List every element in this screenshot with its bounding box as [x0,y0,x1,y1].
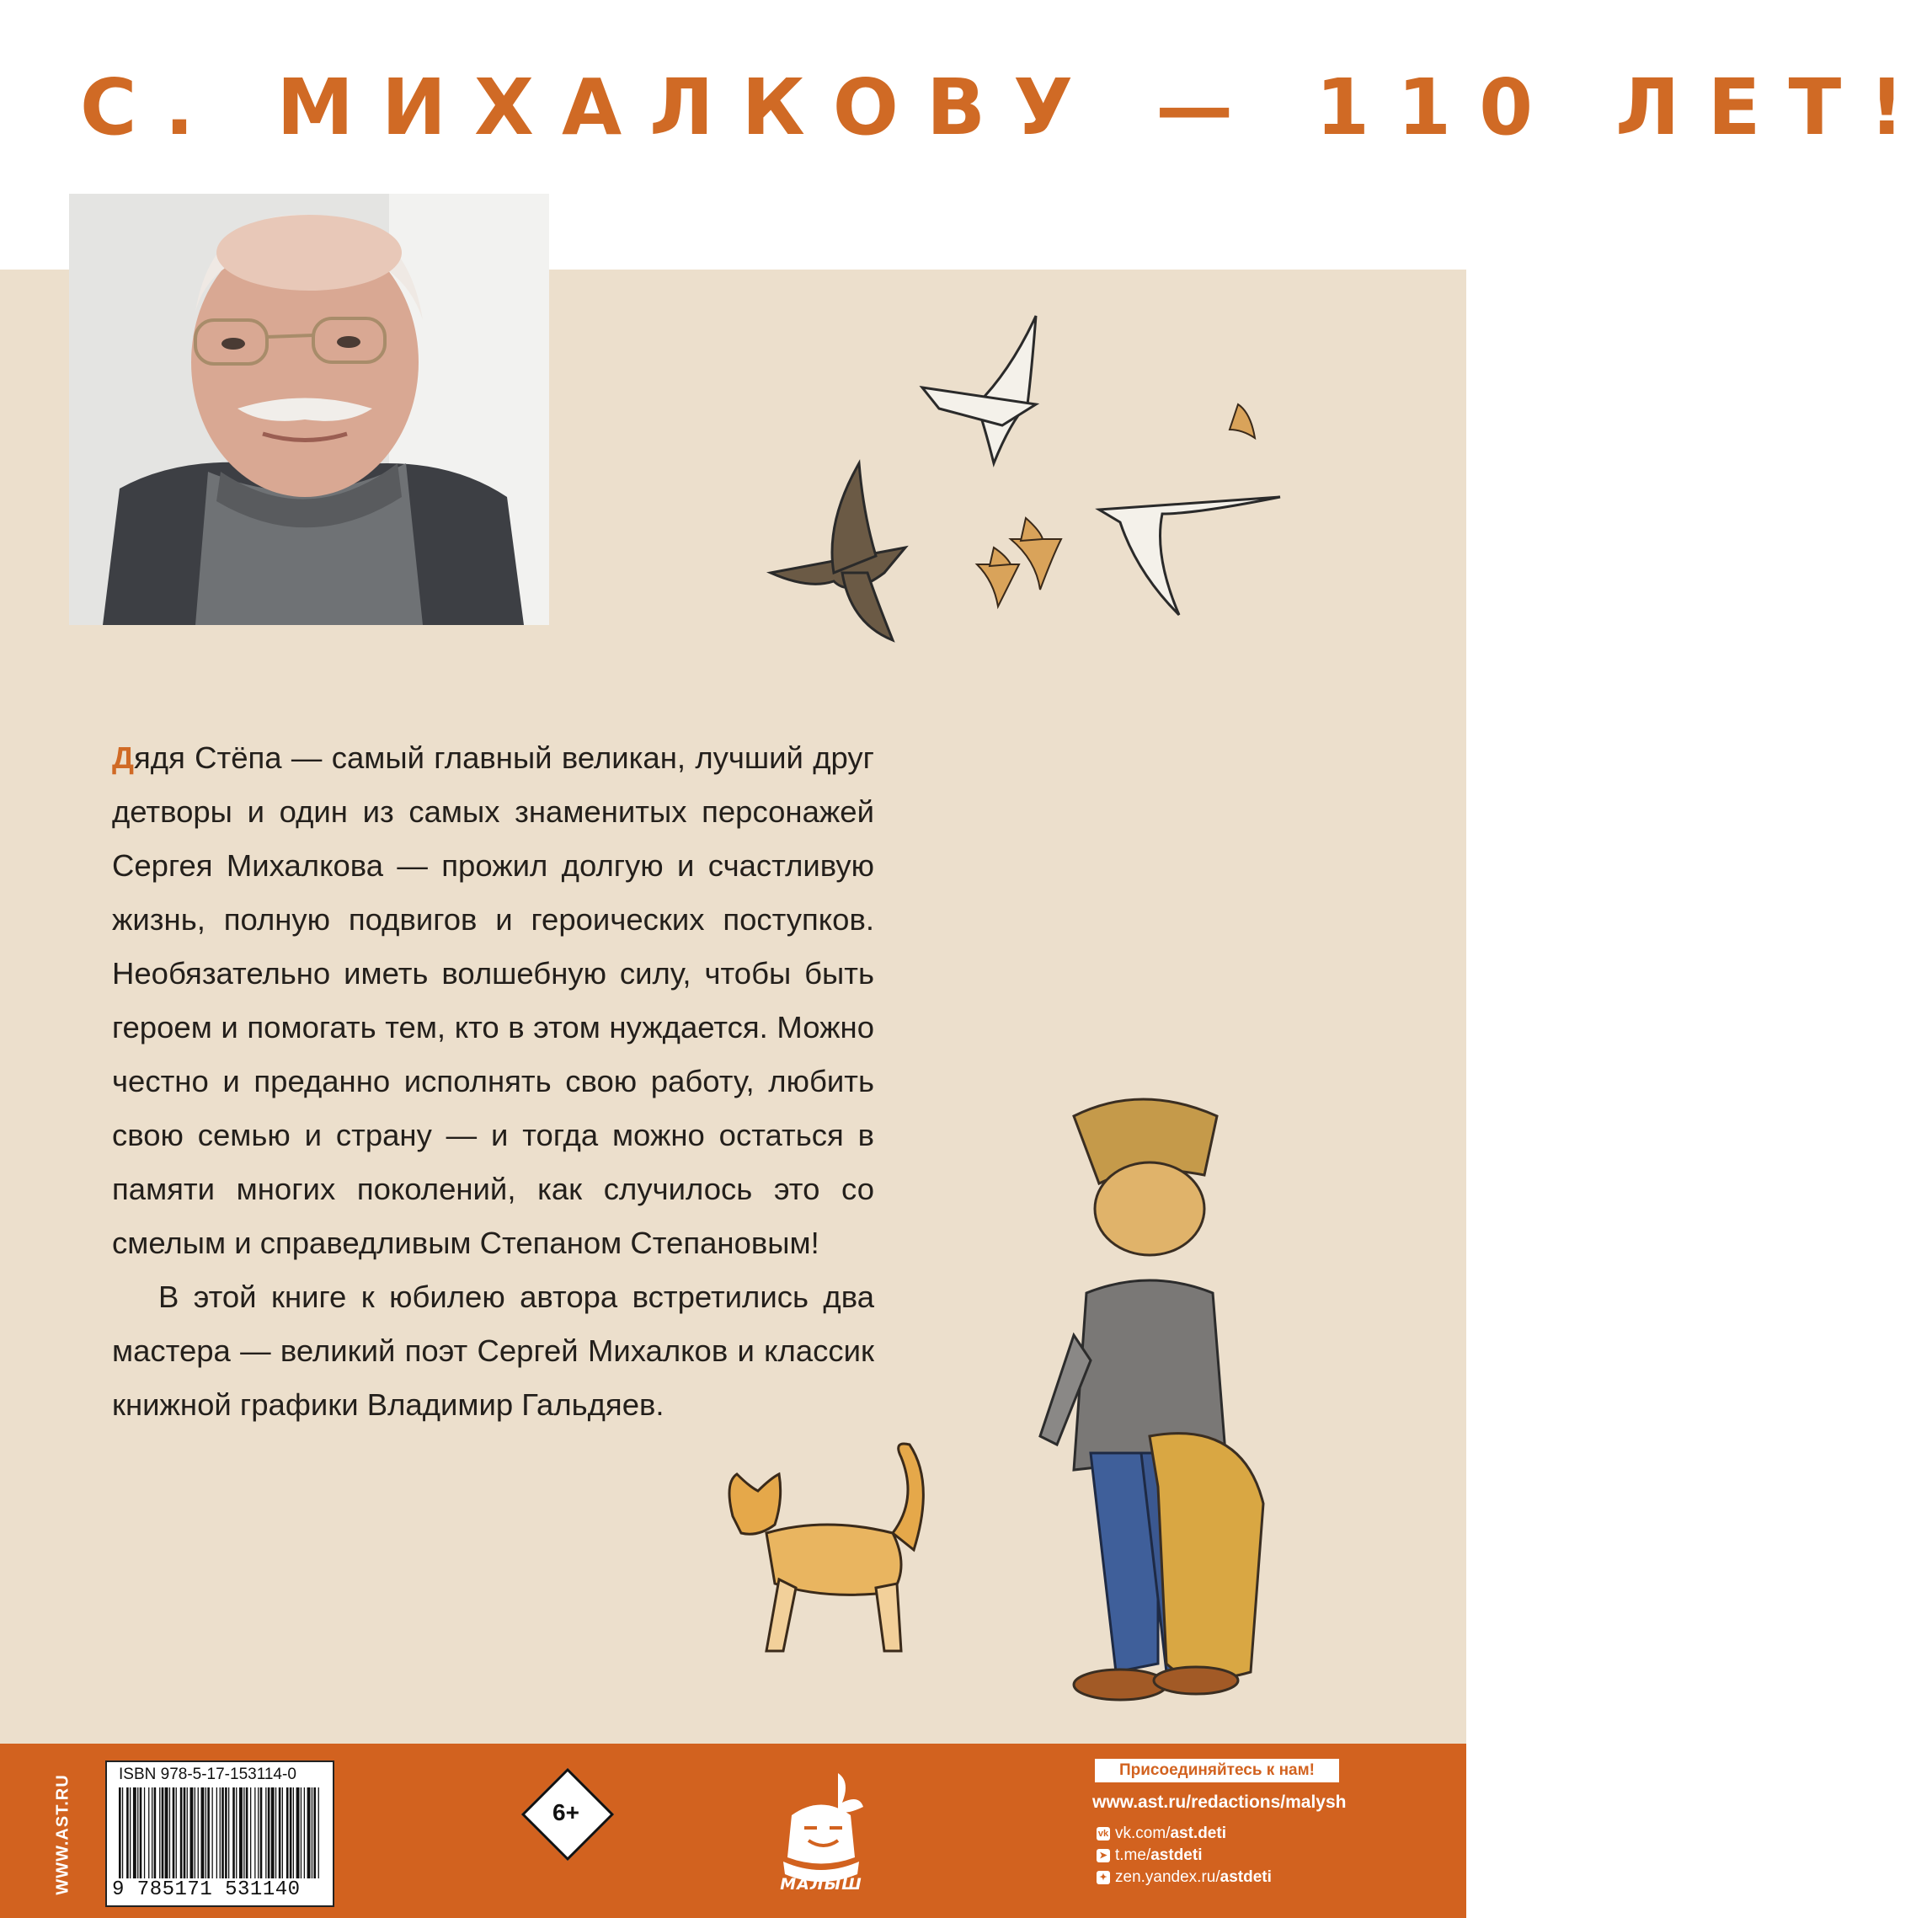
barcode-bar [290,1787,292,1878]
age-rating-text: 6+ [552,1799,579,1825]
barcode-bar [301,1787,302,1878]
publisher-site-vertical-text: WWW.AST.RU [53,1773,72,1895]
barcode-bar [239,1787,243,1878]
barcode-bar [176,1787,177,1878]
barcode-bar [180,1787,183,1878]
social-telegram-prefix: t.me/ [1115,1846,1151,1864]
vk-icon: vk [1097,1828,1109,1839]
imprint-name: МАЛЫШ [780,1875,862,1894]
uncle-styopa-illustration [1023,1082,1276,1706]
barcode-bar [126,1787,129,1878]
barcode-bar [265,1787,266,1878]
barcode-bar [225,1787,227,1878]
barcode-bar [260,1787,263,1878]
barcode-bar [254,1787,255,1878]
barcode-bar [236,1787,237,1878]
description-paragraph-1 [112,731,874,1270]
barcode-bar [307,1787,311,1878]
barcode-bar [148,1787,149,1878]
barcode-bar [258,1787,259,1878]
barcode-bar [246,1787,248,1878]
social-vk-prefix: vk.com/ [1115,1825,1171,1842]
barcode-bar [216,1787,217,1878]
barcode-bar [279,1787,281,1878]
barcode-bar [184,1787,186,1878]
barcode-bar [130,1787,131,1878]
social-telegram-handle: astdeti [1150,1846,1203,1864]
social-link-zen[interactable] [1097,1867,1272,1889]
barcode-box [105,1760,334,1907]
barcode-bar [122,1787,123,1878]
social-vk-handle: ast.deti [1170,1825,1226,1842]
barcode-bar [243,1787,244,1878]
barcode-bar [221,1787,224,1878]
barcode-bar [293,1787,294,1878]
barcode-bar [162,1787,164,1878]
barcode-bar [212,1787,213,1878]
imprint-site-link[interactable]: www.ast.ru/redactions/malysh [1092,1792,1347,1812]
barcode-bar [228,1787,229,1878]
cover-title: С. МИХАЛКОВУ — 110 ЛЕТ! [80,62,1932,152]
barcode-bar [187,1787,188,1878]
author-portrait-illustration [69,194,549,625]
barcode-bar [133,1787,136,1878]
social-link-vk[interactable] [1097,1823,1226,1845]
isbn-number: ISBN 978-5-17-153114-0 [119,1766,296,1783]
barcode-bar [268,1787,270,1878]
barcode-bar [154,1787,157,1878]
barcode-bar [304,1787,305,1878]
publisher-site-vertical[interactable] [46,1760,80,1908]
barcode-bar [205,1787,206,1878]
zen-icon: ✦ [1097,1871,1110,1884]
age-rating-badge [522,1769,610,1857]
flying-birds-illustration [758,303,1305,657]
drop-cap-letter: Д [112,740,135,775]
telegram-icon: ➤ [1097,1849,1110,1862]
cat-illustration [699,1440,977,1659]
barcode-bar [220,1787,221,1878]
social-zen-handle: astdeti [1220,1868,1272,1886]
barcode-bar [313,1787,316,1878]
author-portrait [69,194,549,625]
barcode-bars [117,1787,323,1878]
book-description [112,731,874,1432]
barcode-bar [119,1787,121,1878]
description-paragraph-1-text: ядя Стёпа — самый главный великан, лучший друг детворы и один из самых знаменитых персонажей Сергея Михалкова — прожил долгую и счастливую жизнь, полную подвигов и героических поступков. Необязательно иметь волшебную силу, чтобы быть героем и помогать тем, кто в этом нуждается. Можно честно и преданно исполнять свою работу, любить свою семью и страну — и тогда можно остаться в памяти многих поколений, как случилось это со смелым и справедливым Степаном Степановым! [112,740,874,1260]
barcode-bar [165,1787,168,1878]
social-zen-prefix: zen.yandex.ru/ [1115,1868,1220,1886]
barcode-bar [296,1787,300,1878]
barcode-bar [282,1787,283,1878]
barcode-bar [275,1787,276,1878]
barcode-digits: 9 785171 531140 [112,1878,301,1901]
barcode-bar [140,1787,142,1878]
join-us-badge: Присоединяйтесь к нам! [1095,1759,1339,1782]
barcode-bar [250,1787,251,1878]
barcode-bar [169,1787,170,1878]
barcode-bar [207,1787,210,1878]
barcode-bar [318,1787,319,1878]
barcode-bar [137,1787,138,1878]
barcode-bar [271,1787,275,1878]
barcode-bar [198,1787,199,1878]
barcode-bar [159,1787,160,1878]
social-link-telegram[interactable] [1097,1845,1202,1867]
description-paragraph-2: В этой книге к юбилею автора встретились два мастера — великий поэт Сергей Михалков и классик книжной графики Владимир Гальдяев. [112,1280,874,1422]
barcode-bar [232,1787,235,1878]
barcode-bar [190,1787,194,1878]
barcode-bar [173,1787,175,1878]
barcode-bar [201,1787,205,1878]
barcode-bar [286,1787,289,1878]
barcode-bar [144,1787,145,1878]
